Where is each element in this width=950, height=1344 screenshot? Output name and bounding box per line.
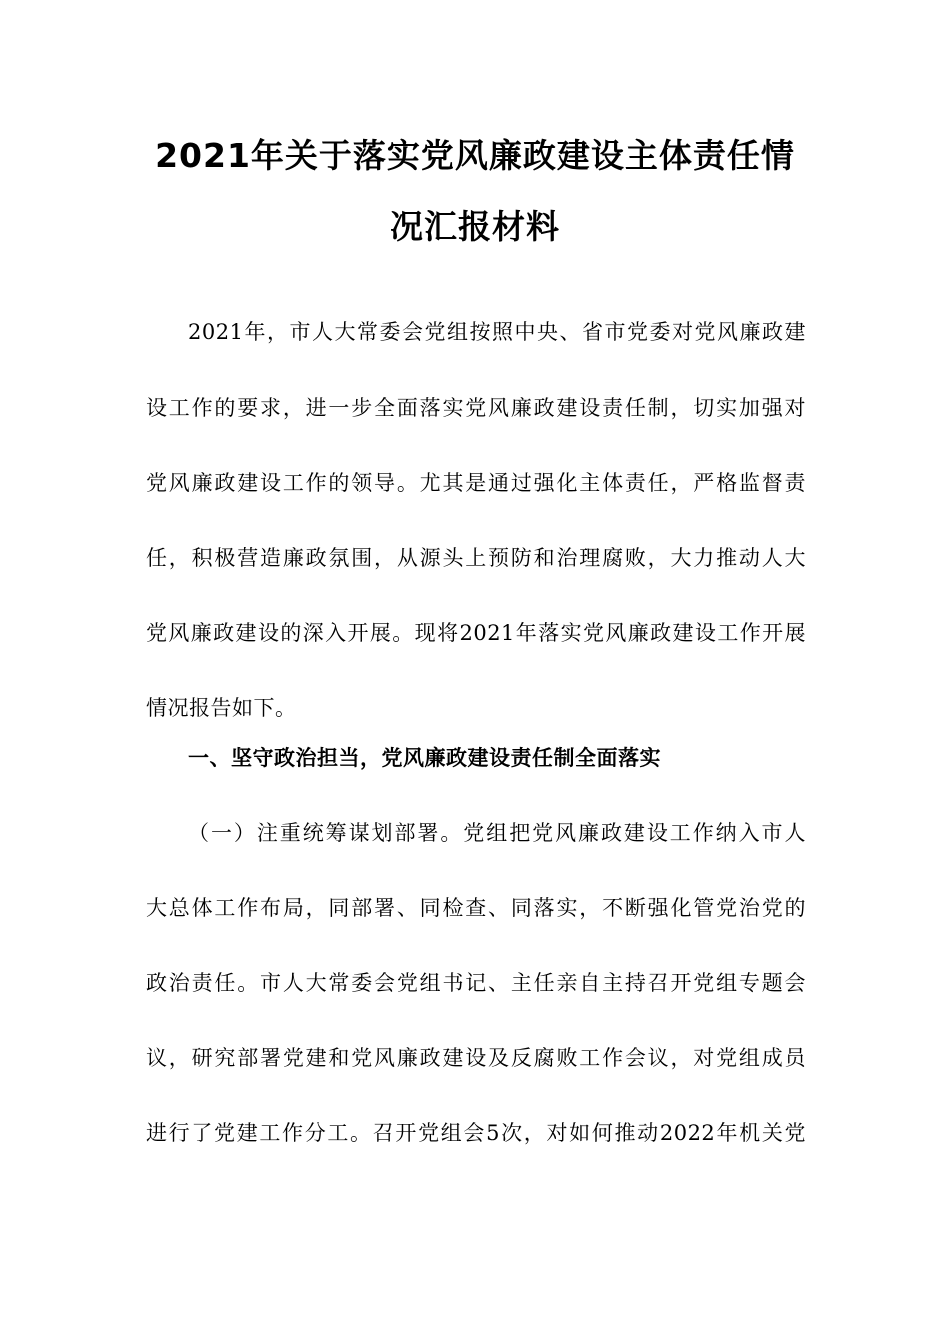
paragraph-1-line-4: 任，积极营造廉政氛围，从源头上预防和治理腐败，大力推动人大: [146, 546, 806, 570]
paragraph-1-line-3: 党风廉政建设工作的领导。尤其是通过强化主体责任，严格监督责: [146, 471, 806, 495]
paragraph-2-line-1: （一）注重统筹谋划部署。党组把党风廉政建设工作纳入市人: [188, 821, 806, 845]
paragraph-1-line-6: 情况报告如下。: [146, 696, 297, 720]
paragraph-2-line-2: 大总体工作布局，同部署、同检查、同落实，不断强化管党治党的: [146, 896, 806, 920]
paragraph-1-line-1: 2021年，市人大常委会党组按照中央、省市党委对党风廉政建: [188, 320, 806, 344]
paragraph-1-line-2: 设工作的要求，进一步全面落实党风廉政建设责任制，切实加强对: [146, 396, 806, 420]
paragraph-2-line-5: 进行了党建工作分工。召开党组会5次，对如何推动2022年机关党: [146, 1121, 806, 1145]
paragraph-2-line-4: 议，研究部署党建和党风廉政建设及反腐败工作会议，对党组成员: [146, 1046, 806, 1070]
paragraph-1-line-5: 党风廉政建设的深入开展。现将2021年落实党风廉政建设工作开展: [146, 621, 806, 645]
paragraph-2-line-3: 政治责任。市人大常委会党组书记、主任亲自主持召开党组专题会: [146, 971, 806, 995]
section-1-heading: 一、坚守政治担当，党风廉政建设责任制全面落实: [188, 746, 661, 770]
document-title-line-2: 况汇报材料: [390, 207, 560, 246]
document-title-line-1: 2021年关于落实党风廉政建设主体责任情: [155, 136, 795, 175]
